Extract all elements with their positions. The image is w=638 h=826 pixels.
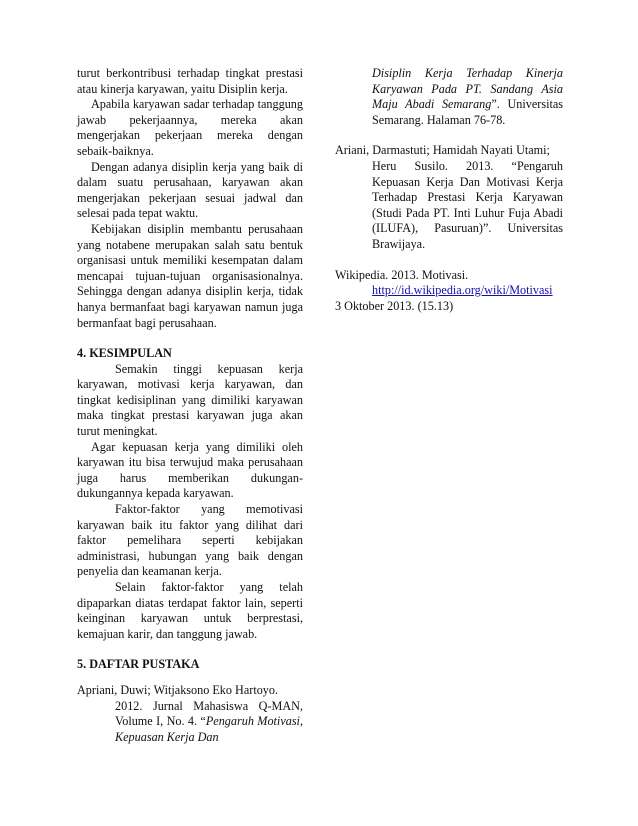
reference-title: Disiplin Kerja Terhadap Kinerja Karyawan Pada PT. Sandang Asia Maju Abadi Semarang [372,66,563,112]
reference-text: ”. Universitas Semarang. Halaman 76-78. [372,97,564,127]
reference-body: Heru Susilo. 2013. “Pengaruh Kepuasan Kerja Dan Motivasi Kerja Terhadap Prestasi Kerja Karyawan (Studi Pada PT. Inti Luhur Fuja Abadi (ILUFA), Pasuruan)”. Universitas Brawijaya. [372,158,563,251]
reference-link[interactable]: http://id.wikipedia.org/wiki/Motivasi [372,283,553,298]
paragraph: Faktor-faktor yang memotivasi karyawan baik itu faktor yang dilihat dari faktor pemelihara seperti kebijakan administrasi, hubungan yang baik dengan penyelia dan keamanan kerja. [77,502,303,579]
paragraph: Dengan adanya disiplin kerja yang baik di dalam suatu perusahaan, karyawan akan mengerjakan pekerjaan sesuai jadwal dan selesai pada tepat waktu. [77,159,303,221]
reference-title: Pengaruh Motivasi, Kepuasan Kerja Dan [115,714,303,744]
reference-entry [335,143,563,252]
reference-text: 2012. Jurnal Mahasiswa Q-MAN, Volume I, No. 4. “ [115,698,303,729]
reference-entry [335,268,563,315]
reference-entry [77,683,303,745]
paragraph: Selain faktor-faktor yang telah dipaparkan diatas terdapat faktor lain, seperti keinginan karyawan untuk berprestasi, kemajuan karir, dan tanggung jawab. [77,580,303,641]
section-heading-kesimpulan: 4. KESIMPULAN [77,346,172,361]
reference-access-date: 3 Oktober 2013. (15.13) [335,298,454,313]
reference-authors: Wikipedia. 2013. Motivasi. [335,267,469,282]
reference-body [77,699,303,746]
paragraph: Kebijakan disiplin membantu perusahaan yang notabene merupakan salah satu bentuk organisasi untuk memiliki kesempatan dalam mencapai tujuan-tujuan organisasionalnya. Sehingga dengan adanya disiplin kerja, tidak hanya bermanfaat bagi karyawan namun juga bermanfaat bagi perusahaan. [77,221,303,330]
paragraph: Semakin tinggi kepuasan kerja karyawan, motivasi kerja karyawan, dan tingkat kedisiplinan yang dimiliki karyawan maka tingkat prestasi karyawan juga akan turut meningkat. [77,361,303,439]
paragraph: turut berkontribusi terhadap tingkat prestasi atau kinerja karyawan, yaitu Disiplin kerja. [77,66,303,96]
left-column [77,66,303,745]
paragraph: Apabila karyawan sadar terhadap tanggung jawab pekerjaannya, mereka akan mengerjakan pekerjaan mereka dengan sebaik-baiknya. [77,97,303,158]
reference-body [335,66,563,128]
reference-entry-continued [335,66,563,128]
right-column [335,66,563,314]
paragraph: Agar kepuasan kerja yang dimiliki oleh karyawan itu bisa terwujud maka perusahaan juga harus memberikan dukungan-dukungannya kepada karyawan. [77,439,303,501]
reference-authors: Apriani, Duwi; Witjaksono Eko Hartoyo. [77,682,279,697]
reference-authors: Ariani, Darmastuti; Hamidah Nayati Utami; [335,143,550,158]
section-heading-daftar-pustaka: 5. DAFTAR PUSTAKA [77,657,200,672]
